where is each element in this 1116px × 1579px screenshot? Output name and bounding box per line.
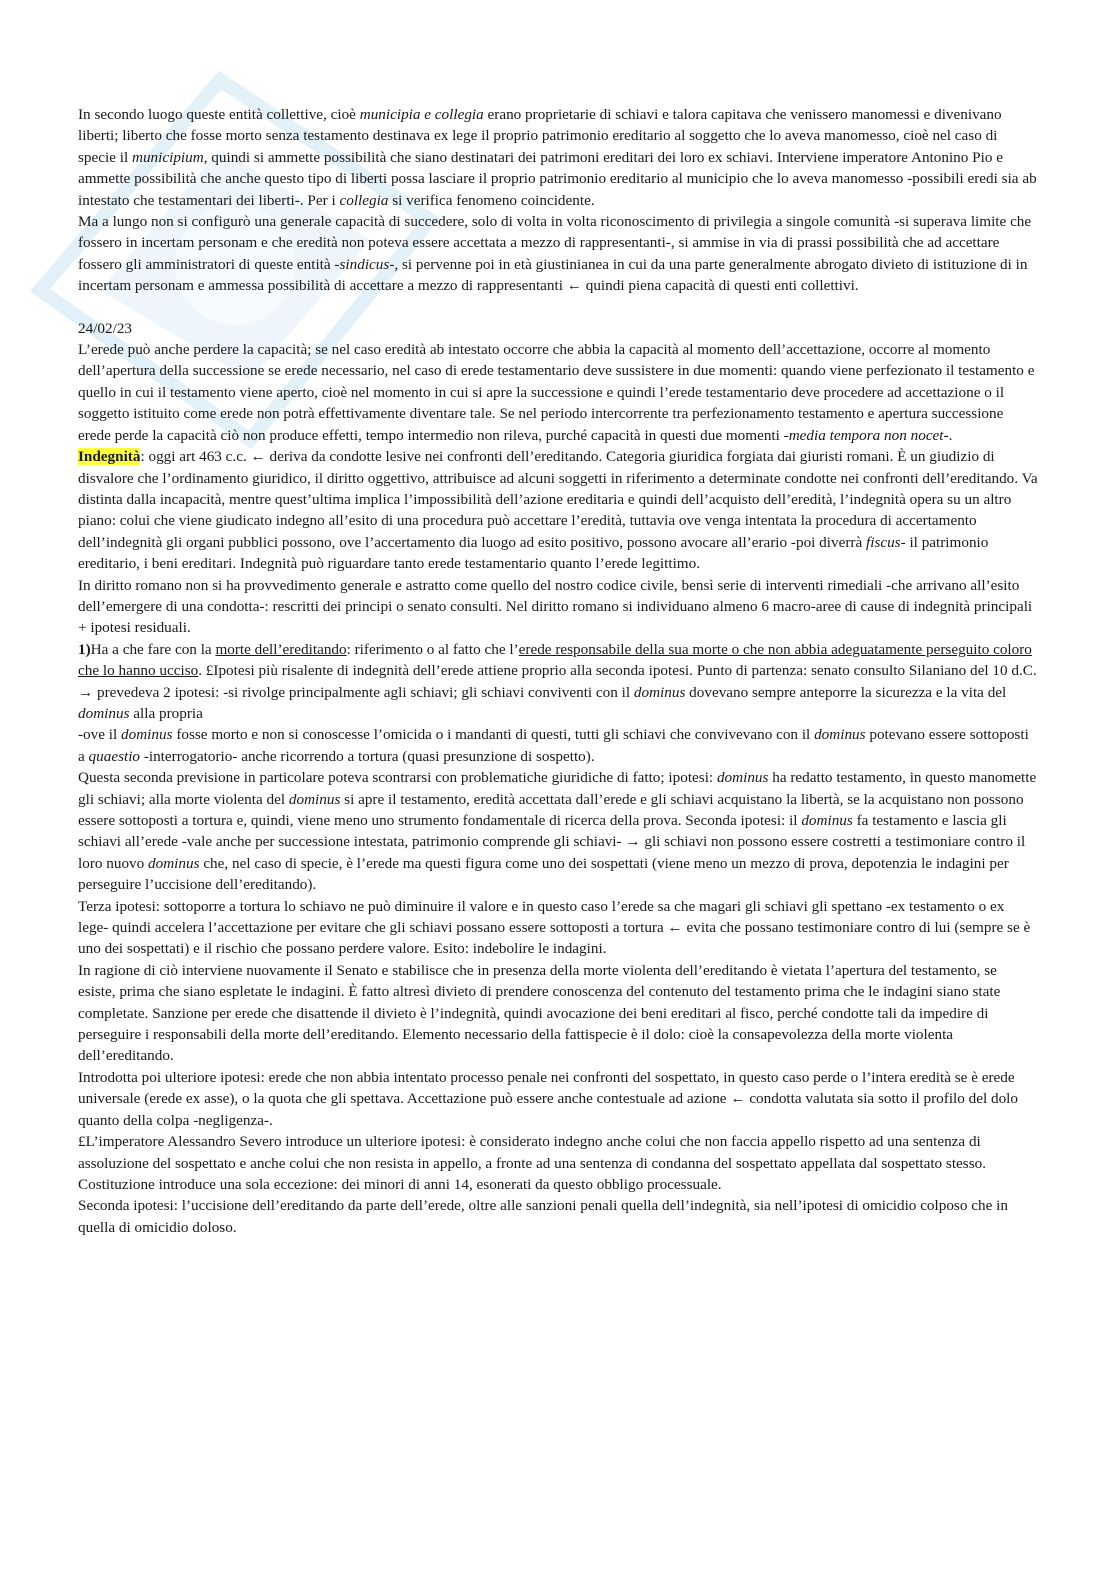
text-run: dominus xyxy=(78,704,130,722)
paragraph xyxy=(78,767,1038,895)
text-run: ha redatto testamento, in questo manomette gli schiavi; alla morte violenta del xyxy=(78,769,1037,808)
paragraph xyxy=(78,339,1038,446)
text-run: alla propria xyxy=(129,704,203,722)
text-run: : oggi art 463 c.c. ← deriva da condotte lesive nei confronti dell’ereditando. Categoria giuridica forgiata dai giuristi romani. È un giudizio di disvalore che l’ordinamento giuridico, il diritto oggettivo, attribuisce ad alcuni soggetti in riferimento a determinate condotte nei confronti dell’ereditando. Va distinta dalla incapacità, mentre quest’ultima implica l’impossibilità dell’azione ereditaria e quindi dell’acquisto dell’eredità, l’indegnità opera su un altro piano: colui che viene giudicato indegno all’esito di una procedura può accettare l’eredità, tuttavia ove venga intentata la procedura di accertamento dell’indegnità gli organi pubblici possono, ove l’accertamento dia luogo ad esito positivo, possono avocare all’erario -poi diverrà xyxy=(78,448,1038,551)
text-run: -ove il xyxy=(78,726,122,744)
text-run: dominus xyxy=(121,726,173,744)
text-run: Indegnità xyxy=(78,448,141,466)
text-run: , quindi si ammette possibilità che siano destinatari dei patrimoni ereditari dei loro ex schiavi. Interviene imperatore Antonino Pio e ammette possibilità che anche questo tipo di liberti possa lasciare il proprio patrimonio ereditario al municipio che lo aveva manomesso -possibili eredi sia ab intestato che testamentari dei liberti-. Per i xyxy=(78,148,1037,209)
text-run: municipium xyxy=(131,148,204,166)
text-run: erano proprietarie di schiavi e talora capitava che venissero manomessi e divenivano liberti; liberto che fosse morto senza testamento destinava ex lege il proprio patrimonio ereditario al soggetto che lo aveva manomesso, cioè nel caso di specie il xyxy=(78,106,1002,166)
text-run: £L’imperatore Alessandro Severo introduce un ulteriore ipotesi: è considerato indegno anche colui che non faccia appello rispetto ad una sentenza di assoluzione del sospettato e anche colui che non resista in appello, a fronte ad una sentenza di condanna del sospettato appellata dal sospettato stesso. Costituzione introduce una sola eccezione: dei minori di anni 14, esonerati da questo obbligo processuale. xyxy=(78,1133,987,1193)
text-run: -. xyxy=(943,426,953,444)
paragraph xyxy=(78,896,1038,960)
paragraph xyxy=(78,104,1038,211)
paragraph xyxy=(78,639,1038,725)
paragraph xyxy=(78,724,1038,767)
text-run: collegia xyxy=(339,191,389,209)
paragraph xyxy=(78,1131,1038,1195)
text-run: morte dell’ereditando xyxy=(215,640,347,658)
paragraph xyxy=(78,446,1038,574)
text-run: potevano essere sottoposti a xyxy=(78,726,1029,765)
text-run: fa testamento e lascia gli schiavi all’erede -vale anche per successione intestata, patrimonio comprende gli schiavi- → gli schiavi non possono essere costretti a testimoniare contro il loro nuovo xyxy=(78,812,1026,872)
text-run: Introdotta poi ulteriore ipotesi: erede che non abbia intentato processo penale nei confronti del sospettato, in questo caso perde o l’intera eredità se è erede universale (erede ex asse), o la quota che gli spettava. Accettazione può essere anche contestuale ad azione ← condotta valutata sia sotto il profilo del dolo quanto della colpa -negligenza-. xyxy=(78,1068,1019,1129)
text-run: fosse morto e non si conoscesse l’omicida o i mandanti di questi, tutti gli schiavi che convivevano con il xyxy=(172,726,815,744)
text-run: dominus xyxy=(814,726,866,744)
text-run: Ma a lungo non si configurò una generale capacità di succedere, solo di volta in volta riconoscimento di privilegia a singole comunità -si superava limite che fossero in incertam personam e che eredità non poteva essere accettata a mezzo di rappresentanti-, si ammise in via di prassi possibilità che ad accettare fossero gli amministratori di queste entità - xyxy=(78,213,1032,273)
text-run: In secondo luogo queste entità collettive, cioè xyxy=(78,106,360,123)
text-run: L’erede può anche perdere la capacità; se nel caso eredità ab intestato occorre che abbia la capacità al momento dell’accettazione, occorre al momento dell’apertura della successione se erede necessario, nel caso di erede testamentario deve sussistere in due momenti: quando viene perfezionato il testamento e quello in cui il testamento viene aperto, cioè nel momento in cui si apre la successione e quindi l’erede testamentario deve procedere ad accettazione o il soggetto istituito come erede non potrà effettivamente diventare tale. Se nel periodo intercorrente tra perfezionamento testamento e apertura successione erede perde la capacità ciò non produce effetti, tempo intermedio non rileva, purché capacità in questi due momenti - xyxy=(78,341,1035,444)
text-run: si apre il testamento, eredità accettata dall’erede e gli schiavi acquistano la libertà, se la acquistano non possono essere sottoposti a tortura e, quindi, viene meno uno strumento fondamentale di ricerca della prova. Seconda ipotesi: il xyxy=(78,790,1024,829)
document-body xyxy=(78,104,1038,1238)
text-run: - il patrimonio ereditario, i beni ereditari. Indegnità può riguardare tanto erede testamentario quanto l’erede legittimo. xyxy=(78,533,989,573)
text-run: erede responsabile della sua morte o che non abbia adeguatamente perseguito coloro che lo hanno ucciso xyxy=(78,640,1032,680)
text-run: fiscus xyxy=(866,533,901,551)
text-run: Terza ipotesi: sottoporre a tortura lo schiavo ne può diminuire il valore e in questo caso l’erede sa che magari gli schiavi gli spettano -ex testamento o ex lege- quindi accelera l’accettazione per evitare che gli schiavi possano essere sottoposti a tortura ← evita che possano testimoniare contro di lui (sempre se è uno dei sospettati) e il rischio che possano perdere valore. Esito: indebolire le indagini. xyxy=(78,897,1031,958)
text-run: dominus xyxy=(633,683,686,701)
text-run: dominus xyxy=(716,769,769,787)
paragraph xyxy=(78,318,1038,339)
text-run: dominus xyxy=(148,854,200,872)
text-run: -, si pervenne poi in età giustinianea in cui da una parte generalmente abrogato divieto di istituzione di in incertam personam e ammessa possibilità di accettare a mezzo di rappresentanti ← quindi piena capacità di questi enti collettivi. xyxy=(78,255,1028,295)
text-run: sindicus xyxy=(339,255,390,273)
paragraph xyxy=(78,211,1038,297)
text-run: : riferimento o al fatto che l’ xyxy=(346,640,519,658)
paragraph xyxy=(78,1067,1038,1131)
text-run: 1) xyxy=(78,640,91,658)
text-run: In diritto romano non si ha provvedimento generale e astratto come quello del nostro codice civile, bensì serie di interventi rimediali -che arrivano all’esito dell’emergere di una condotta-: rescritti dei principi o senato consulti. Nel diritto romano si individuano almeno 6 macro-aree di cause di indegnità principali + ipotesi residuali. xyxy=(78,576,1033,637)
paragraph xyxy=(78,960,1038,1067)
text-run: dominus xyxy=(801,812,853,829)
paragraph xyxy=(78,575,1038,639)
text-run: 24/02/23 xyxy=(78,319,133,337)
text-run: quaestio xyxy=(88,747,141,765)
text-run: dominus xyxy=(288,790,341,808)
text-run: Questa seconda previsione in particolare poteva scontrarsi con problematiche giuridiche di fatto; ipotesi: xyxy=(78,769,717,787)
text-run: Seconda ipotesi: l’uccisione dell’ereditando da parte dell’erede, oltre alle sanzioni penali quella dell’indegnità, sia nell’ipotesi di omicidio colposo che in quella di omicidio doloso. xyxy=(78,1197,1008,1236)
text-run: municipia e collegia xyxy=(359,106,484,123)
text-run: si verifica fenomeno coincidente. xyxy=(388,191,595,209)
text-run: -interrogatorio- anche ricorrendo a tortura (quasi presunzione di sospetto). xyxy=(140,747,595,765)
paragraph xyxy=(78,1195,1038,1238)
text-run: media tempora non nocet xyxy=(788,426,944,444)
text-run: Ha a che fare con la xyxy=(90,640,216,658)
blank-line xyxy=(78,297,1038,318)
text-run: . £Ipotesi più risalente di indegnità dell’erede attiene proprio alla seconda ipotesi. Punto di partenza: senato consulto Silaniano del 10 d.C. → prevedeva 2 ipotesi: -si rivolge principalmente agli schiavi; gli schiavi conviventi con il xyxy=(78,662,1037,701)
text-run: In ragione di ciò interviene nuovamente il Senato e stabilisce che in presenza della morte violenta dell’ereditando è vietata l’apertura del testamento, se esiste, prima che siano espletate le indagini. È fatto altresì divieto di prendere conoscenza del contenuto del testamento prima che le indagini siano state completate. Sanzione per erede che disattende il divieto è l’indegnità, quindi avocazione dei beni ereditari al fisco, perché condotte tali da impedire di perseguire i responsabili della morte dell’ereditando. Elemento necessario della fattispecie è il dolo: cioè la consapevolezza della morte violenta dell’ereditando. xyxy=(78,961,1001,1065)
text-run: che, nel caso di specie, è l’erede ma questi figura come uno dei sospettati (viene meno un mezzo di prova, depotenzia le indagini per perseguire l’uccisione dell’ereditando). xyxy=(78,854,1009,894)
text-run: dovevano sempre anteporre la sicurezza e la vita del xyxy=(685,683,1007,701)
